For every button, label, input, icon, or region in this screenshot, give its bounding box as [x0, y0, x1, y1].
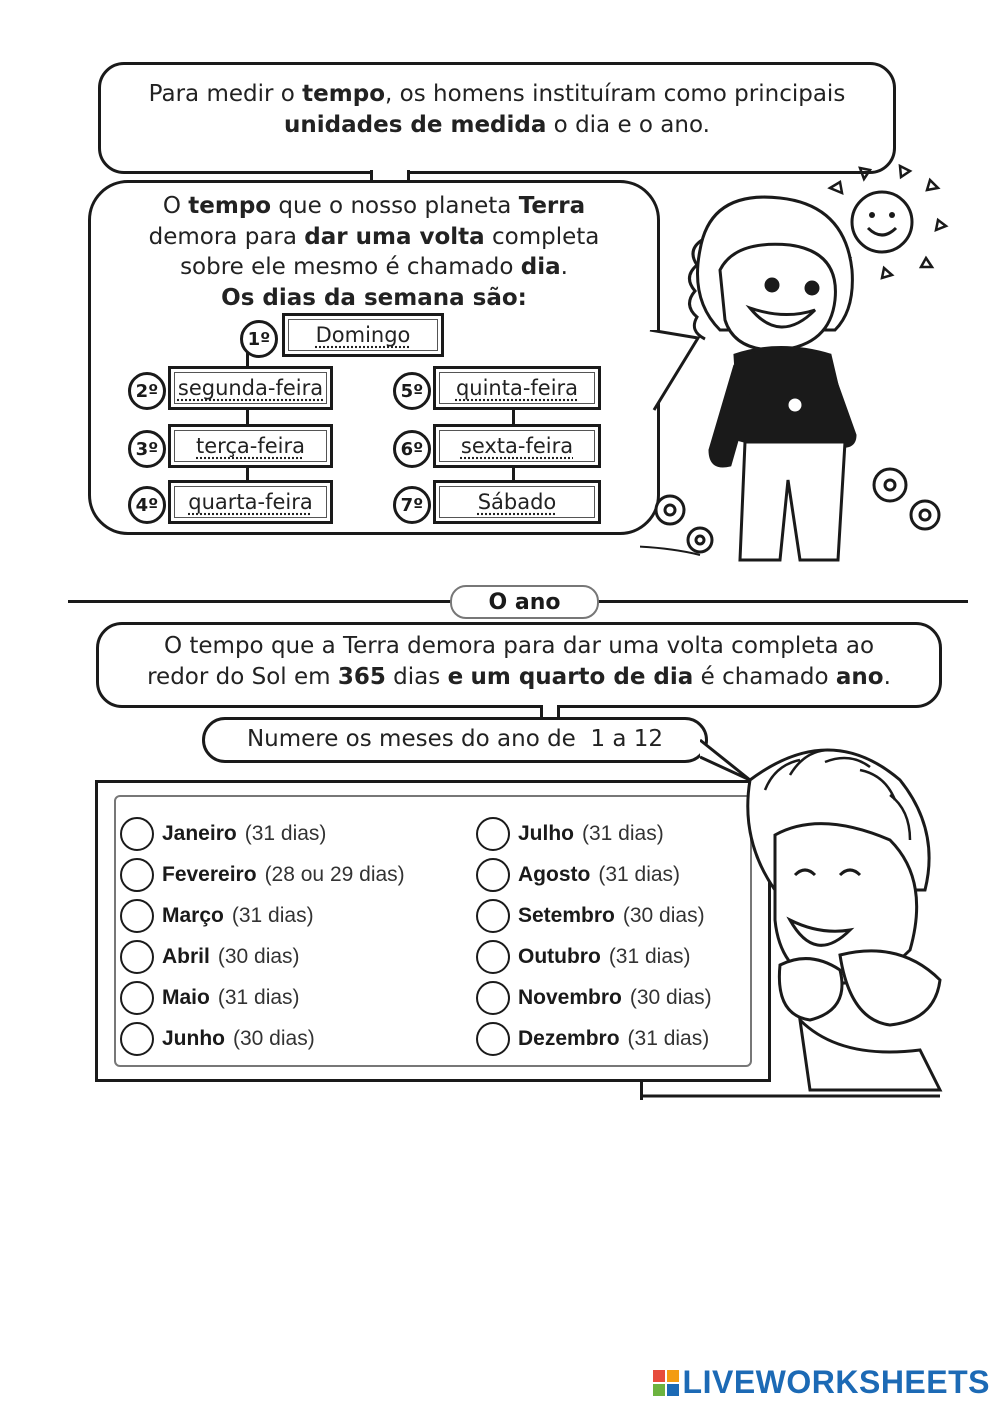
day-text: O tempo que o nosso planeta Terra demora para dar uma volta completa sobre ele mesmo é chamado dia. Os dias da semana são:	[148, 193, 600, 311]
ordinal-3: 3º	[128, 430, 166, 468]
day-box-4[interactable]	[168, 480, 333, 524]
intro-bubble	[98, 62, 896, 174]
month-row-1[interactable]: Janeiro (31 dias)	[120, 817, 326, 851]
logo-text: LIVEWORKSHEETS	[682, 1364, 990, 1400]
day-name-2: segunda-feira	[174, 372, 327, 404]
month-number-circle[interactable]	[120, 858, 154, 892]
day-name-7: Sábado	[439, 486, 595, 518]
month-row-12[interactable]: Dezembro (31 dias)	[476, 1022, 709, 1056]
ordinal-7: 7º	[393, 486, 431, 524]
girl-illustration-top	[640, 180, 960, 590]
month-row-5[interactable]: Maio (31 dias)	[120, 981, 300, 1015]
instruction-text: Numere os meses do ano de 1 a 12	[246, 726, 664, 753]
month-row-11[interactable]: Novembro (30 dias)	[476, 981, 712, 1015]
day-box-5[interactable]	[433, 366, 601, 410]
month-row-2[interactable]: Fevereiro (28 ou 29 dias)	[120, 858, 405, 892]
month-row-6[interactable]: Junho (30 dias)	[120, 1022, 315, 1056]
day-name-1: Domingo	[288, 319, 438, 351]
ordinal-6: 6º	[393, 430, 431, 468]
girl-illustration-bottom	[640, 720, 950, 1110]
year-text: O tempo que a Terra demora para dar uma volta completa ao redor do Sol em 365 dias e um quarto de dia é chamado ano.	[147, 633, 891, 691]
month-row-9[interactable]: Setembro (30 dias)	[476, 899, 705, 933]
month-number-circle[interactable]	[476, 1022, 510, 1056]
ordinal-2: 2º	[128, 372, 166, 410]
weekdays-heading: Os dias da semana são:	[221, 284, 527, 311]
month-number-circle[interactable]	[476, 858, 510, 892]
year-bubble-tail	[540, 705, 560, 717]
month-row-10[interactable]: Outubro (31 dias)	[476, 940, 691, 974]
ordinal-4: 4º	[128, 486, 166, 524]
month-row-4[interactable]: Abril (30 dias)	[120, 940, 300, 974]
day-name-3: terça-feira	[174, 430, 327, 462]
ordinal-5: 5º	[393, 372, 431, 410]
day-name-6: sexta-feira	[439, 430, 595, 462]
month-number-circle[interactable]	[476, 981, 510, 1015]
month-number-circle[interactable]	[120, 817, 154, 851]
bottom-left-bracket	[640, 1080, 655, 1100]
year-bubble	[96, 622, 942, 708]
month-number-circle[interactable]	[120, 981, 154, 1015]
ordinal-1: 1º	[240, 320, 278, 358]
day-box-1[interactable]	[282, 313, 444, 357]
year-title: O ano	[488, 589, 561, 615]
month-row-7[interactable]: Julho (31 dias)	[476, 817, 664, 851]
day-box-6[interactable]	[433, 424, 601, 468]
month-number-circle[interactable]	[120, 940, 154, 974]
day-box-7[interactable]	[433, 480, 601, 524]
month-number-circle[interactable]	[476, 899, 510, 933]
intro-text: Para medir o tempo, os homens instituíram como principais unidades de medida o dia e o ano.	[148, 81, 846, 139]
liveworksheets-logo	[653, 1364, 990, 1401]
month-row-8[interactable]: Agosto (31 dias)	[476, 858, 680, 892]
year-title-badge	[450, 585, 599, 619]
day-name-4: quarta-feira	[174, 486, 327, 518]
month-number-circle[interactable]	[120, 1022, 154, 1056]
month-number-circle[interactable]	[476, 940, 510, 974]
day-name-5: quinta-feira	[439, 372, 595, 404]
instruction-bubble	[202, 717, 708, 763]
month-row-3[interactable]: Março (31 dias)	[120, 899, 314, 933]
logo-mark	[653, 1370, 679, 1396]
day-box-2[interactable]	[168, 366, 333, 410]
month-number-circle[interactable]	[120, 899, 154, 933]
day-box-3[interactable]	[168, 424, 333, 468]
month-number-circle[interactable]	[476, 817, 510, 851]
